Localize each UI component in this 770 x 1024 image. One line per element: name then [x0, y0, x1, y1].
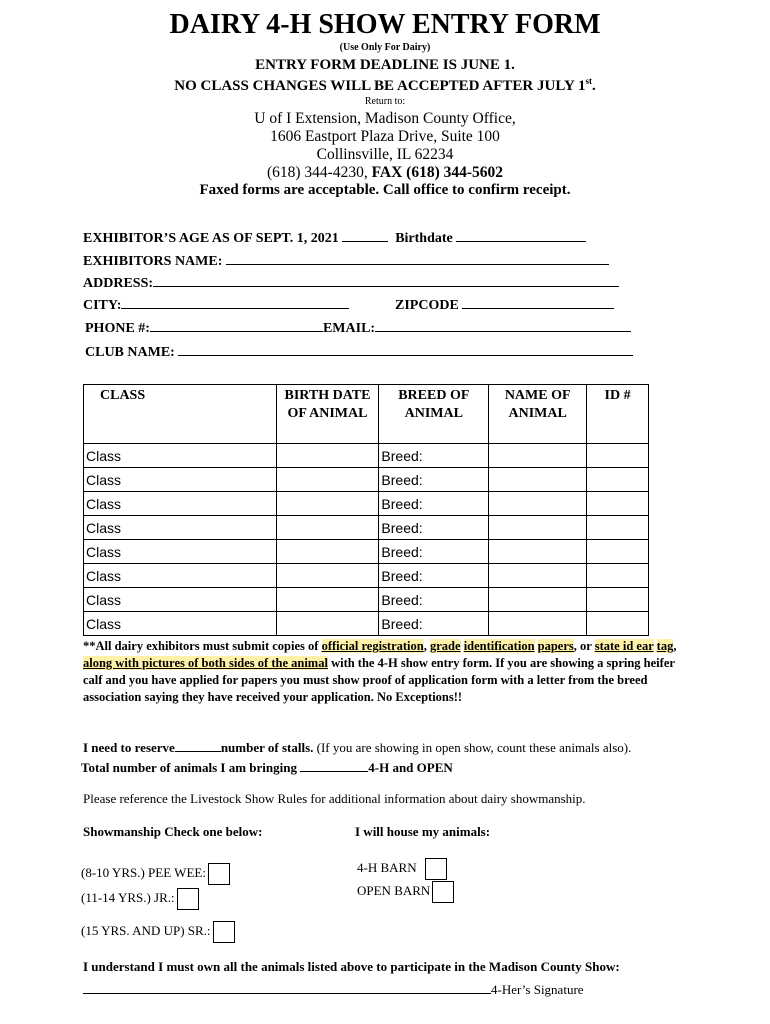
senior-option: (15 YRS. AND UP) SR.: — [81, 921, 235, 943]
class-cell[interactable]: Class — [84, 444, 277, 468]
col-id-header: ID # — [587, 385, 649, 444]
class-cell[interactable]: Class — [84, 564, 277, 588]
animal-name-cell[interactable] — [489, 468, 587, 492]
open-barn-checkbox[interactable] — [432, 881, 454, 903]
animal-name-cell[interactable] — [489, 516, 587, 540]
table-row — [84, 492, 649, 516]
faxed-note: Faxed forms are acceptable. Call office to confirm receipt. — [199, 182, 571, 198]
breed-cell[interactable]: Breed: — [379, 468, 489, 492]
city-row: CITY: — [83, 298, 349, 314]
address-field[interactable] — [153, 286, 619, 287]
animal-count-field[interactable] — [300, 771, 368, 772]
animal-name-cell[interactable] — [489, 588, 587, 612]
4h-barn-option: 4-H BARN — [357, 858, 447, 880]
junior-checkbox[interactable] — [177, 888, 199, 910]
open-barn-option: OPEN BARN — [357, 881, 454, 903]
office-street: 1606 Eastport Plaza Drive, Suite 100 — [270, 128, 500, 145]
id-cell[interactable] — [587, 564, 649, 588]
class-cell[interactable]: Class — [84, 516, 277, 540]
table-row — [84, 540, 649, 564]
breed-cell[interactable]: Breed: — [379, 588, 489, 612]
id-cell[interactable] — [587, 588, 649, 612]
table-row — [84, 468, 649, 492]
peewee-option: (8-10 YRS.) PEE WEE: — [81, 863, 230, 885]
col-class-header: CLASS — [84, 385, 277, 444]
age-field[interactable] — [342, 241, 388, 242]
breed-cell[interactable]: Breed: — [379, 444, 489, 468]
ownership-statement: I understand I must own all the animals listed above to participate in the Madison County Show: — [83, 959, 620, 974]
breed-cell[interactable]: Breed: — [379, 564, 489, 588]
breed-cell[interactable]: Breed: — [379, 492, 489, 516]
col-breed-header: BREED OF ANIMAL — [379, 385, 489, 444]
col-name-header: NAME OF ANIMAL — [489, 385, 587, 444]
animal-name-cell[interactable] — [489, 540, 587, 564]
birthdate-cell[interactable] — [276, 564, 379, 588]
birthdate-cell[interactable] — [276, 516, 379, 540]
birthdate-cell[interactable] — [276, 540, 379, 564]
phone-field[interactable] — [150, 331, 323, 332]
birthdate-cell[interactable] — [276, 492, 379, 516]
table-row — [84, 444, 649, 468]
no-changes-text: NO CLASS CHANGES WILL BE ACCEPTED AFTER JULY 1st. — [174, 76, 596, 94]
return-to-label: Return to: — [364, 96, 406, 107]
form-subtitle: (Use Only For Dairy) — [339, 42, 431, 53]
birthdate-cell[interactable] — [276, 468, 379, 492]
class-cell[interactable]: Class — [84, 468, 277, 492]
class-cell[interactable]: Class — [84, 492, 277, 516]
club-name-field[interactable] — [178, 355, 633, 356]
table-row — [84, 612, 649, 636]
name-row: EXHIBITORS NAME: — [83, 254, 609, 270]
id-cell[interactable] — [587, 612, 649, 636]
id-cell[interactable] — [587, 468, 649, 492]
id-cell[interactable] — [587, 492, 649, 516]
zipcode-field[interactable] — [462, 308, 614, 309]
entry-table — [83, 384, 649, 636]
class-cell[interactable]: Class — [84, 588, 277, 612]
breed-cell[interactable]: Breed: — [379, 540, 489, 564]
stalls-row: I need to reserve number of stalls. (If you are showing in open show, count these animals also). — [83, 740, 632, 755]
office-city: Collinsville, IL 62234 — [316, 146, 454, 163]
email-field[interactable] — [375, 331, 631, 332]
animal-name-cell[interactable] — [489, 612, 587, 636]
class-cell[interactable]: Class — [84, 612, 277, 636]
exhibitor-name-field[interactable] — [226, 264, 609, 265]
city-field[interactable] — [121, 308, 349, 309]
deadline-text: ENTRY FORM DEADLINE IS JUNE 1. — [255, 57, 515, 73]
birthdate-field[interactable] — [456, 241, 586, 242]
zipcode-row: ZIPCODE — [395, 298, 614, 314]
address-row: ADDRESS: — [83, 276, 619, 292]
stalls-count-field[interactable] — [175, 751, 221, 752]
form-title: DAIRY 4-H SHOW ENTRY FORM — [169, 9, 601, 40]
breed-cell[interactable]: Breed: — [379, 516, 489, 540]
office-name: U of I Extension, Madison County Office, — [254, 110, 516, 127]
age-row: EXHIBITOR’S AGE AS OF SEPT. 1, 2021 Birthdate — [83, 231, 586, 247]
4h-barn-checkbox[interactable] — [425, 858, 447, 880]
birthdate-cell[interactable] — [276, 612, 379, 636]
showmanship-label: Showmanship Check one below: — [83, 824, 263, 839]
housing-label: I will house my animals: — [355, 824, 491, 839]
animals-row: Total number of animals I am bringing 4-H and OPEN — [81, 760, 453, 775]
junior-option: (11-14 YRS.) JR.: — [81, 888, 199, 910]
peewee-checkbox[interactable] — [208, 863, 230, 885]
id-cell[interactable] — [587, 540, 649, 564]
table-row — [84, 564, 649, 588]
papers-note: **All dairy exhibitors must submit copies of official registration, grade identification papers, or state id ear tag, along with pictures of both sides of the animal with the 4-H show entry form. If you are showing a spring heifer calf and you have applied for papers you must show proof of application form with a letter from the breed association saying they have received your application. No Exceptions!! — [83, 639, 677, 704]
table-row — [84, 588, 649, 612]
phone-row: PHONE #: EMAIL: — [85, 321, 631, 337]
table-row — [84, 516, 649, 540]
office-phone-fax: (618) 344-4230, FAX (618) 344-5602 — [266, 164, 504, 181]
col-birthdate-header: BIRTH DATE OF ANIMAL — [276, 385, 379, 444]
id-cell[interactable] — [587, 516, 649, 540]
class-cell[interactable]: Class — [84, 540, 277, 564]
signature-row: 4-Her’s Signature — [83, 982, 584, 998]
birthdate-cell[interactable] — [276, 588, 379, 612]
breed-cell[interactable]: Breed: — [379, 612, 489, 636]
animal-name-cell[interactable] — [489, 564, 587, 588]
table-header-row — [84, 385, 649, 444]
signature-field[interactable] — [83, 993, 491, 994]
id-cell[interactable] — [587, 444, 649, 468]
club-row: CLUB NAME: — [85, 345, 633, 361]
birthdate-cell[interactable] — [276, 444, 379, 468]
animal-name-cell[interactable] — [489, 492, 587, 516]
reference-text: Please reference the Livestock Show Rules for additional information about dairy showmanship. — [83, 791, 586, 806]
animal-name-cell[interactable] — [489, 444, 587, 468]
senior-checkbox[interactable] — [213, 921, 235, 943]
